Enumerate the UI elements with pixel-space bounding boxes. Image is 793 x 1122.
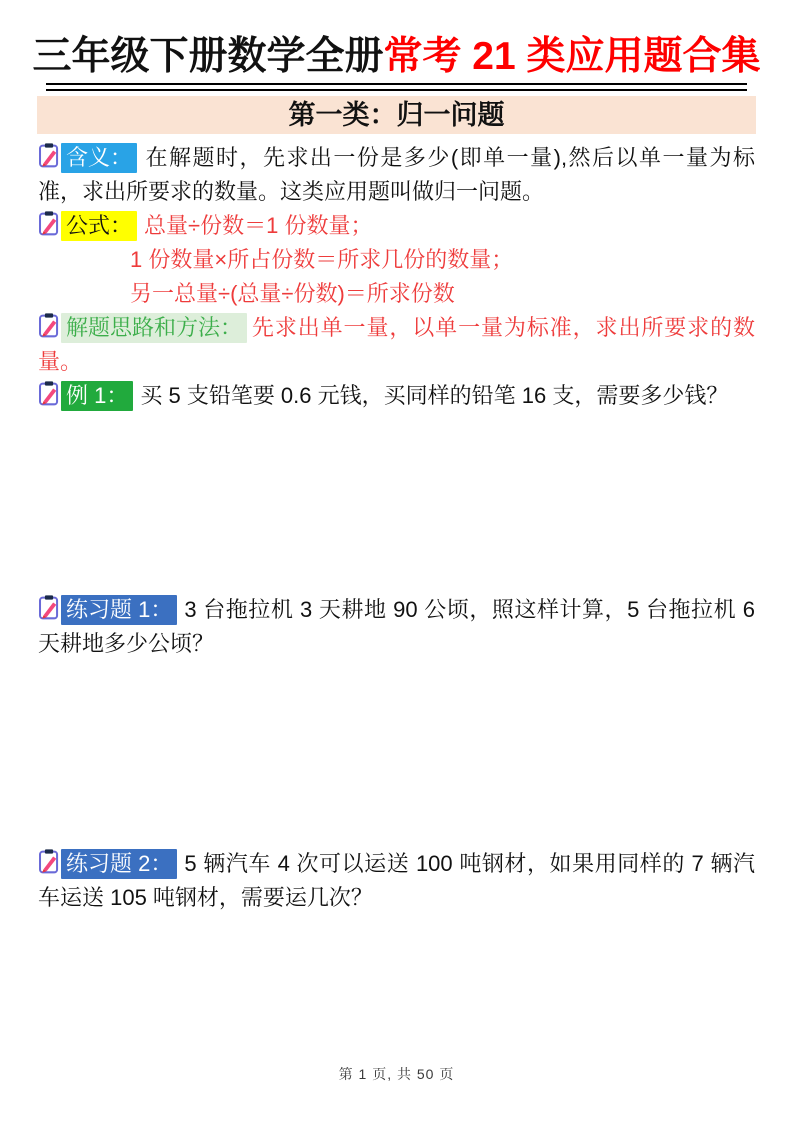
clipboard-pencil-icon xyxy=(38,312,60,339)
clipboard-pencil-icon xyxy=(38,142,60,169)
formula-row xyxy=(38,209,755,311)
method-row xyxy=(38,311,755,379)
clipboard-pencil-icon xyxy=(38,594,60,621)
formula-first-line xyxy=(38,209,755,243)
clipboard-pencil-icon xyxy=(38,210,60,237)
clipboard-pencil-icon xyxy=(38,848,60,875)
practice1-text: 3 台拖拉机 3 天耕地 90 公顷，照这样计算，5 台拖拉机 6 天耕地多少公顷？ xyxy=(38,597,755,657)
example1-text: 买 5 支铅笔要 0.6 元钱，买同样的铅笔 16 支，需要多少钱？ xyxy=(140,383,729,409)
practice2-label: 练习题 2： xyxy=(61,849,177,879)
meaning-row xyxy=(38,141,755,209)
practice2-text: 5 辆汽车 4 次可以运送 100 吨钢材，如果用同样的 7 辆汽车运送 105 吨钢材，需要运几次？ xyxy=(38,851,755,911)
example1-row xyxy=(38,379,755,413)
practice1-label: 练习题 1： xyxy=(61,595,177,625)
title-red-part: 常考 21 类应用题合集 xyxy=(383,35,761,78)
formula-line-1: 总量÷份数＝1 份数量； xyxy=(144,213,373,239)
formula-line-2: 1 份数量×所占份数＝所求几份的数量； xyxy=(130,247,514,273)
formula-line-3: 另一总量÷(总量÷份数)＝所求份数 xyxy=(130,281,455,307)
meaning-label: 含义： xyxy=(61,143,137,173)
title-double-underline xyxy=(46,83,747,91)
formula-label: 公式： xyxy=(61,211,137,241)
practice1-row xyxy=(38,593,755,661)
meaning-text: 在解题时，先求出一份是多少(即单一量),然后以单一量为标准，求出所要求的数量。这类应用题叫做归一问题。 xyxy=(38,145,755,205)
worksheet-content xyxy=(38,141,755,915)
page-title xyxy=(30,34,763,80)
method-text: 先求出单一量，以单一量为标准，求出所要求的数量。 xyxy=(38,315,755,375)
clipboard-pencil-icon xyxy=(38,380,60,407)
title-black-part: 三年级下册数学全册 xyxy=(32,35,384,78)
page-number-footer: 第 1 页, 共 50 页 xyxy=(338,1066,455,1082)
example1-label: 例 1： xyxy=(61,381,133,411)
section-banner: 第一类：归一问题 xyxy=(37,96,756,134)
method-label: 解题思路和方法： xyxy=(61,313,247,343)
practice2-row xyxy=(38,847,755,915)
